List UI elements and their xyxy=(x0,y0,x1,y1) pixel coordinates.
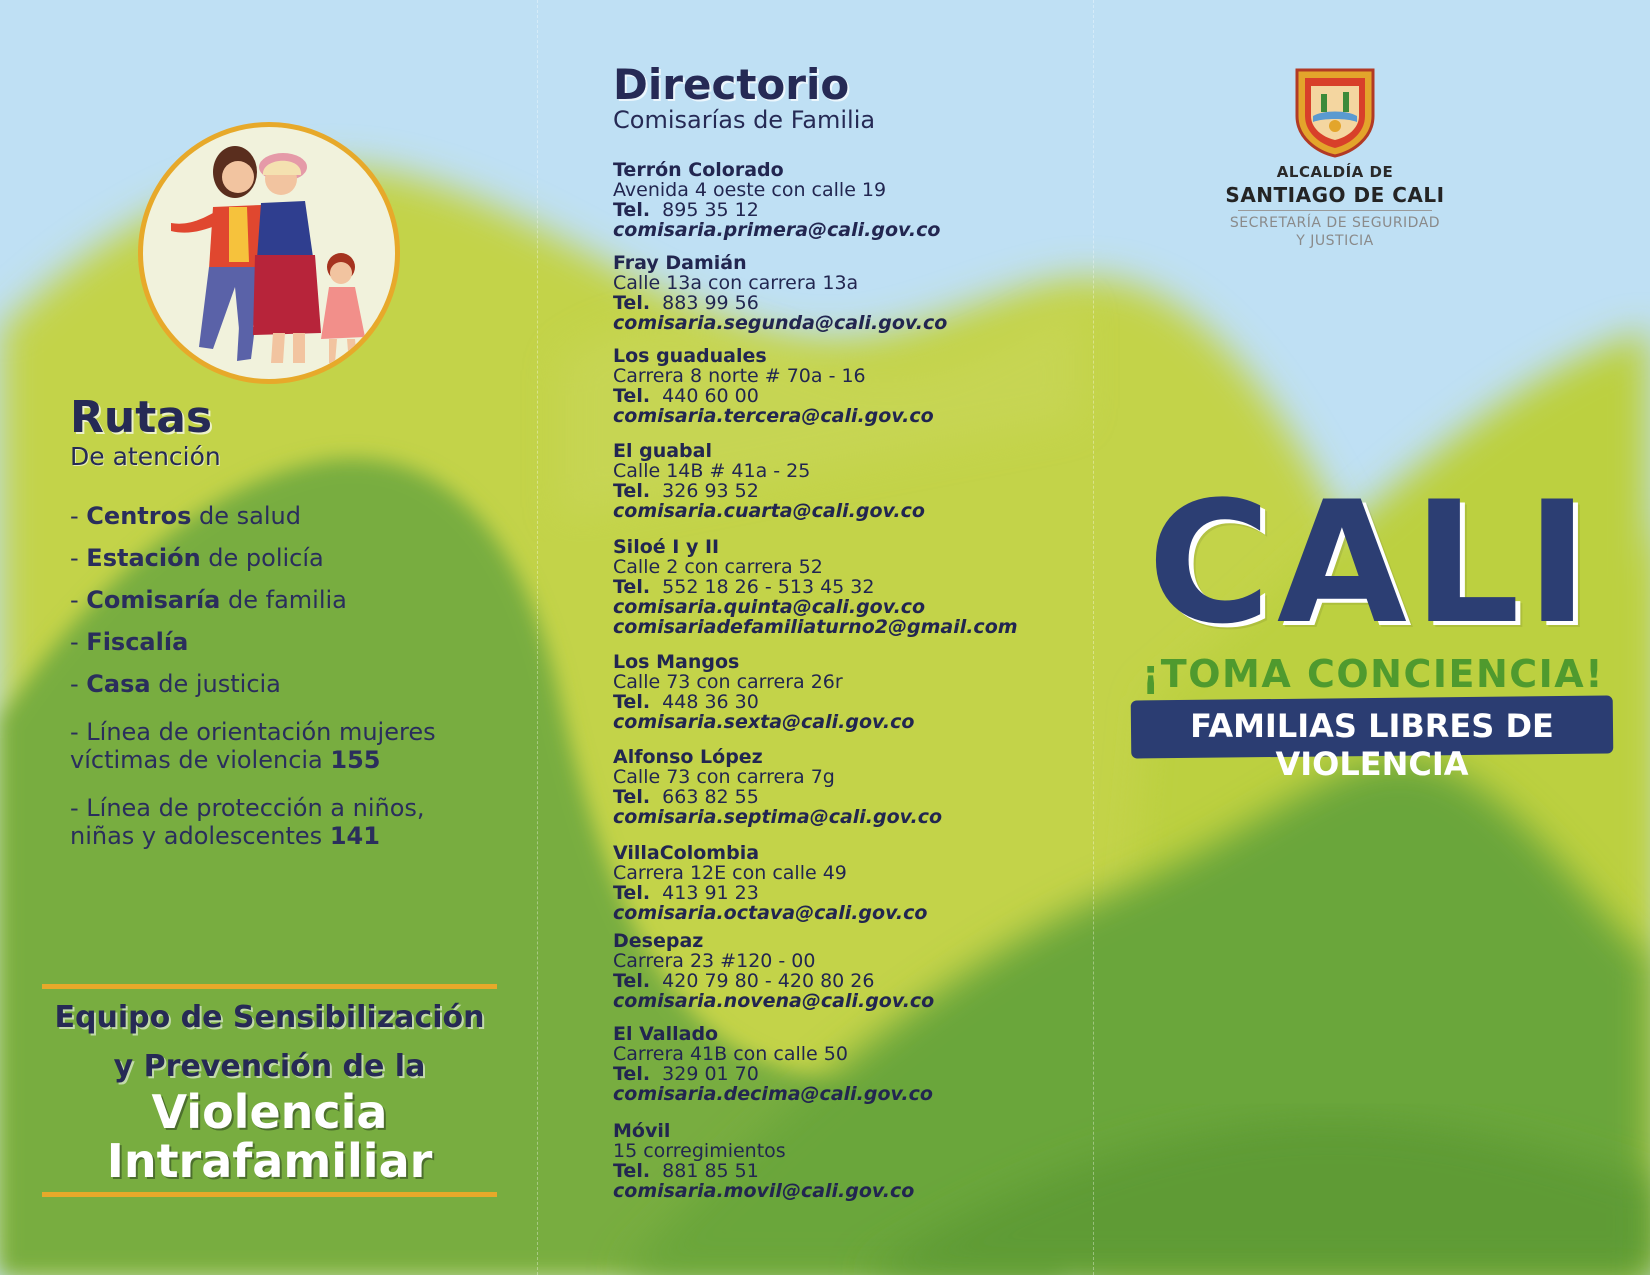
route-item: - Centros de salud xyxy=(70,502,301,530)
entry-phone: Tel. 448 36 30 xyxy=(613,691,759,713)
entry-address: Calle 73 con carrera 26r xyxy=(613,671,843,693)
directory-entry xyxy=(613,1024,1073,1104)
directory-entry xyxy=(613,1121,1073,1201)
entry-name: Los guaduales xyxy=(613,345,767,367)
entry-address: Carrera 23 #120 - 00 xyxy=(613,950,816,972)
team-line-1: Equipo de Sensibilización xyxy=(54,1000,485,1035)
entry-address: Carrera 12E con calle 49 xyxy=(613,862,847,884)
directory-subtitle: Comisarías de Familia xyxy=(613,106,876,134)
entry-address: Calle 2 con carrera 52 xyxy=(613,556,823,578)
entry-email[interactable]: comisaria.quinta@cali.gov.co xyxy=(613,596,926,618)
fold-line-1 xyxy=(537,0,538,1275)
rutas-title: Rutas xyxy=(70,392,213,443)
route-item: - Comisaría de familia xyxy=(70,586,347,614)
logo-line-3: SECRETARÍA DE SEGURIDAD xyxy=(1229,215,1441,231)
entry-address: Avenida 4 oeste con calle 19 xyxy=(613,179,887,201)
team-line-2: y Prevención de la xyxy=(113,1049,426,1084)
directory-entry xyxy=(613,931,1073,1011)
team-line-4: Intrafamiliar xyxy=(106,1134,433,1188)
entry-name: VillaColombia xyxy=(613,842,760,864)
route-item: - Casa de justicia xyxy=(70,670,281,698)
logo-divider xyxy=(1238,210,1432,211)
directory-title: Directorio xyxy=(613,60,850,109)
entry-email[interactable]: comisaria.septima@cali.gov.co xyxy=(613,806,943,828)
entry-name: Los Mangos xyxy=(613,651,740,673)
headline-cali: CALI xyxy=(1147,465,1595,661)
entry-email[interactable]: comisaria.cuarta@cali.gov.co xyxy=(613,500,925,522)
hotline-women: - Línea de orientación mujeres víctimas de violencia 155 xyxy=(70,718,436,774)
directory-entry xyxy=(613,537,1073,637)
entry-phone: Tel. 552 18 26 - 513 45 32 xyxy=(613,576,875,598)
entry-address: Calle 14B # 41a - 25 xyxy=(613,460,811,482)
city-crest-icon xyxy=(1293,66,1377,158)
entry-address: Carrera 41B con calle 50 xyxy=(613,1043,848,1065)
logo-line-2: SANTIAGO DE CALI xyxy=(1225,183,1445,207)
entry-phone: Tel. 663 82 55 xyxy=(613,786,759,808)
entry-address: Calle 73 con carrera 7g xyxy=(613,766,835,788)
entry-phone: Tel. 329 01 70 xyxy=(613,1063,759,1085)
team-rule-top xyxy=(42,984,497,989)
entry-address: Carrera 8 norte # 70a - 16 xyxy=(613,365,866,387)
rutas-subtitle: De atención xyxy=(70,442,221,471)
entry-phone: Tel. 420 79 80 - 420 80 26 xyxy=(613,970,875,992)
entry-email[interactable]: comisaria.primera@cali.gov.co xyxy=(613,219,941,241)
directory-entry xyxy=(613,160,1073,240)
entry-email[interactable]: comisaria.novena@cali.gov.co xyxy=(613,990,935,1012)
entry-email[interactable]: comisaria.decima@cali.gov.co xyxy=(613,1083,933,1105)
directory-entry xyxy=(613,652,1073,732)
hotline-children: - Línea de protección a niños, niñas y adolescentes 141 xyxy=(70,794,425,850)
entry-phone: Tel. 895 35 12 xyxy=(613,199,759,221)
directory-entry xyxy=(613,253,1073,333)
logo-line-1: ALCALDÍA DE xyxy=(1276,163,1394,181)
entry-phone: Tel. 326 93 52 xyxy=(613,480,759,502)
team-line-3: Violencia xyxy=(151,1085,388,1139)
directory-entry xyxy=(613,441,1073,521)
entry-phone: Tel. 440 60 00 xyxy=(613,385,759,407)
entry-address: Calle 13a con carrera 13a xyxy=(613,272,859,294)
directory-entry xyxy=(613,346,1073,426)
entry-name: Fray Damián xyxy=(613,252,747,274)
entry-name: Terrón Colorado xyxy=(613,159,784,181)
entry-name: El Vallado xyxy=(613,1023,719,1045)
entry-email[interactable]: comisaria.octava@cali.gov.co xyxy=(613,902,928,924)
entry-address: 15 corregimientos xyxy=(613,1140,786,1162)
slogan-toma-conciencia: ¡TOMA CONCIENCIA! xyxy=(1141,652,1605,696)
banner-text: FAMILIAS LIBRES DE VIOLENCIA xyxy=(1190,707,1554,783)
directory-entry xyxy=(613,747,1073,827)
route-item: - Estación de policía xyxy=(70,544,324,572)
logo-line-4: Y JUSTICIA xyxy=(1296,233,1374,249)
entry-phone: Tel. 881 85 51 xyxy=(613,1160,759,1182)
entry-phone: Tel. 883 99 56 xyxy=(613,292,759,314)
entry-email-2[interactable]: comisariadefamiliaturno2@gmail.com xyxy=(613,616,1018,638)
entry-email[interactable]: comisaria.segunda@cali.gov.co xyxy=(613,312,948,334)
entry-phone: Tel. 413 91 23 xyxy=(613,882,759,904)
team-rule-bottom xyxy=(42,1192,497,1197)
entry-name: Siloé I y II xyxy=(613,536,720,558)
route-item: - Fiscalía xyxy=(70,628,189,656)
family-illustration xyxy=(138,122,400,384)
directory-entry xyxy=(613,843,1073,923)
entry-name: Desepaz xyxy=(613,930,704,952)
entry-email[interactable]: comisaria.sexta@cali.gov.co xyxy=(613,711,915,733)
entry-name: El guabal xyxy=(613,440,712,462)
entry-name: Alfonso López xyxy=(613,746,763,768)
entry-email[interactable]: comisaria.tercera@cali.gov.co xyxy=(613,405,934,427)
entry-email[interactable]: comisaria.movil@cali.gov.co xyxy=(613,1180,915,1202)
fold-line-2 xyxy=(1093,0,1094,1275)
entry-name: Móvil xyxy=(613,1120,671,1142)
